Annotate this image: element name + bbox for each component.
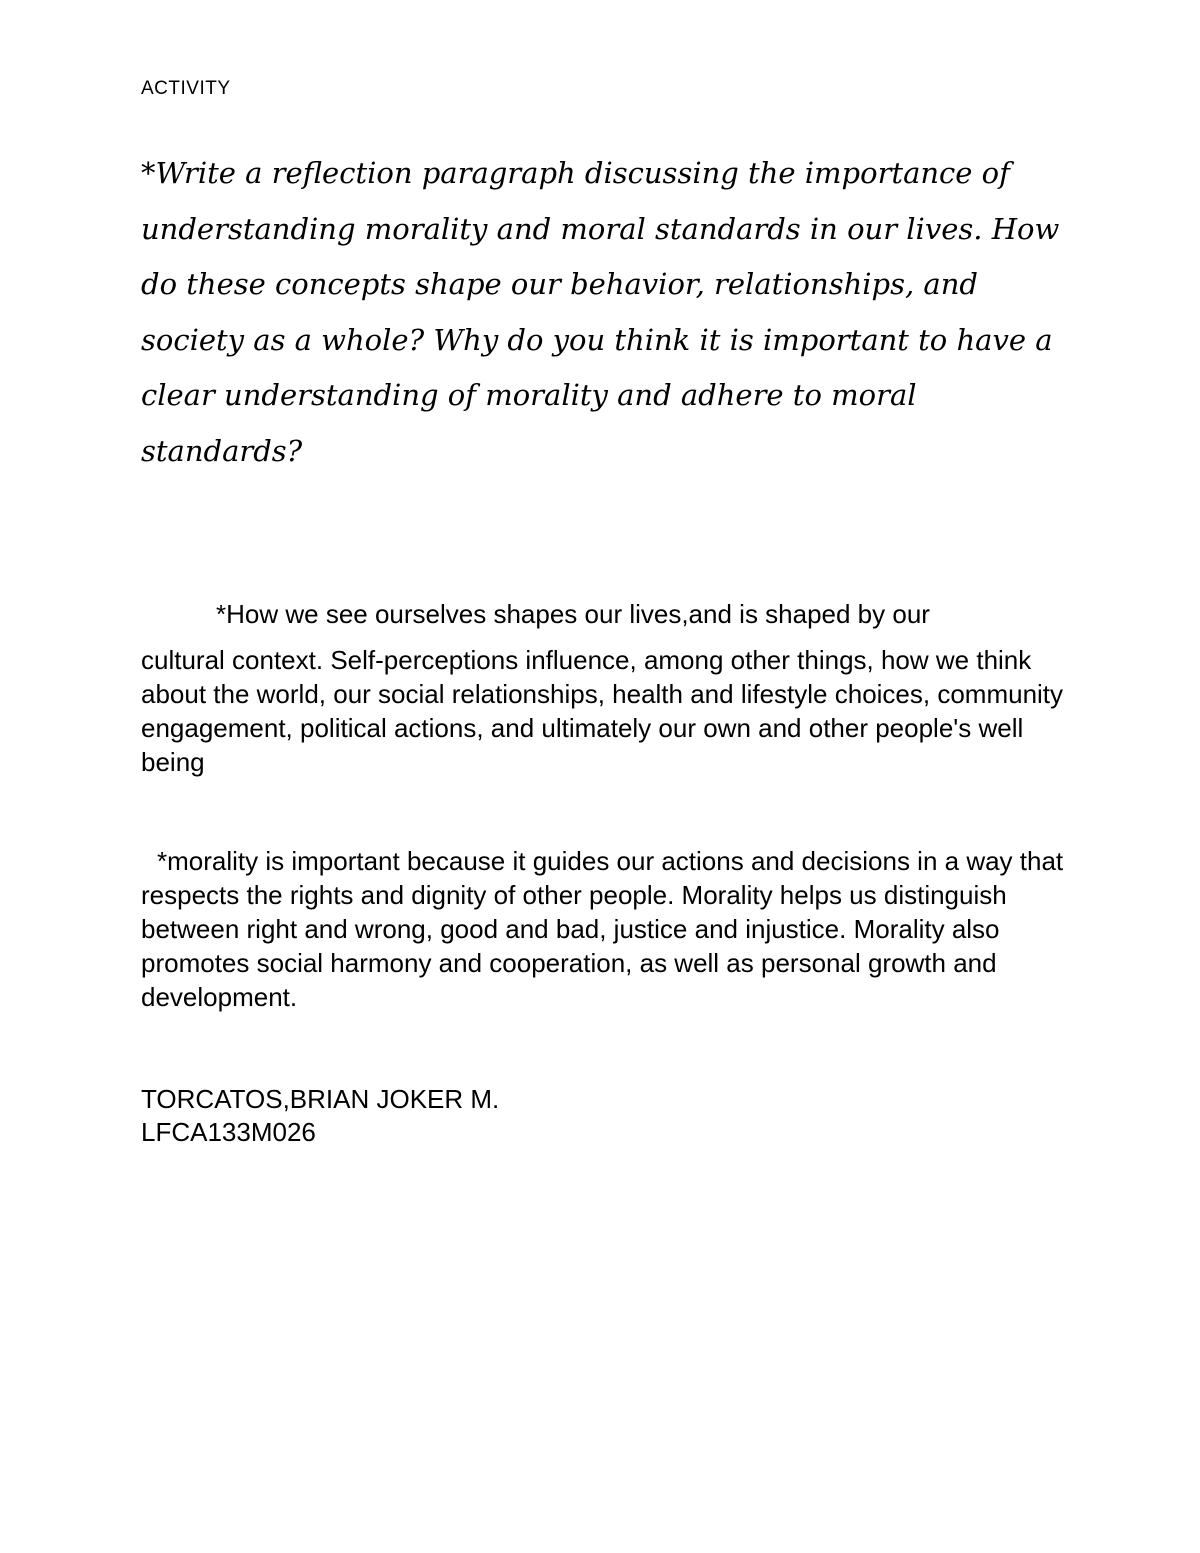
answer-2-paragraph: *morality is important because it guides our actions and decisions in a way that respects the rights and dignity of other people. Morality helps us distinguish between right and wrong, good and bad, justice and injustice. Morality also promotes social harmony and cooperation, as well as personal growth and development. <box>141 846 1064 1012</box>
reflection-prompt: *Write a reflection paragraph discussing the importance of understanding morality and moral standards in our lives. How do these concepts shape our behavior, relationships, and society as a whole? Why do you think it is important to have a clear understanding of morality and adhere to moral standards? <box>141 156 1060 468</box>
author-signature-block <box>141 1083 499 1149</box>
author-id: LFCA133M026 <box>141 1117 316 1147</box>
author-name: TORCATOS,BRIAN JOKER M. <box>141 1084 500 1114</box>
activity-heading: ACTIVITY <box>141 78 231 99</box>
answer-1-first-line: *How we see ourselves shapes our lives,and is shaped by our <box>216 599 930 629</box>
answer-1-paragraph: cultural context. Self-perceptions influence, among other things, how we think about the world, our social relationships, health and lifestyle choices, community engagement, political actions, and ultimately our own and other people's well being <box>141 645 1064 777</box>
